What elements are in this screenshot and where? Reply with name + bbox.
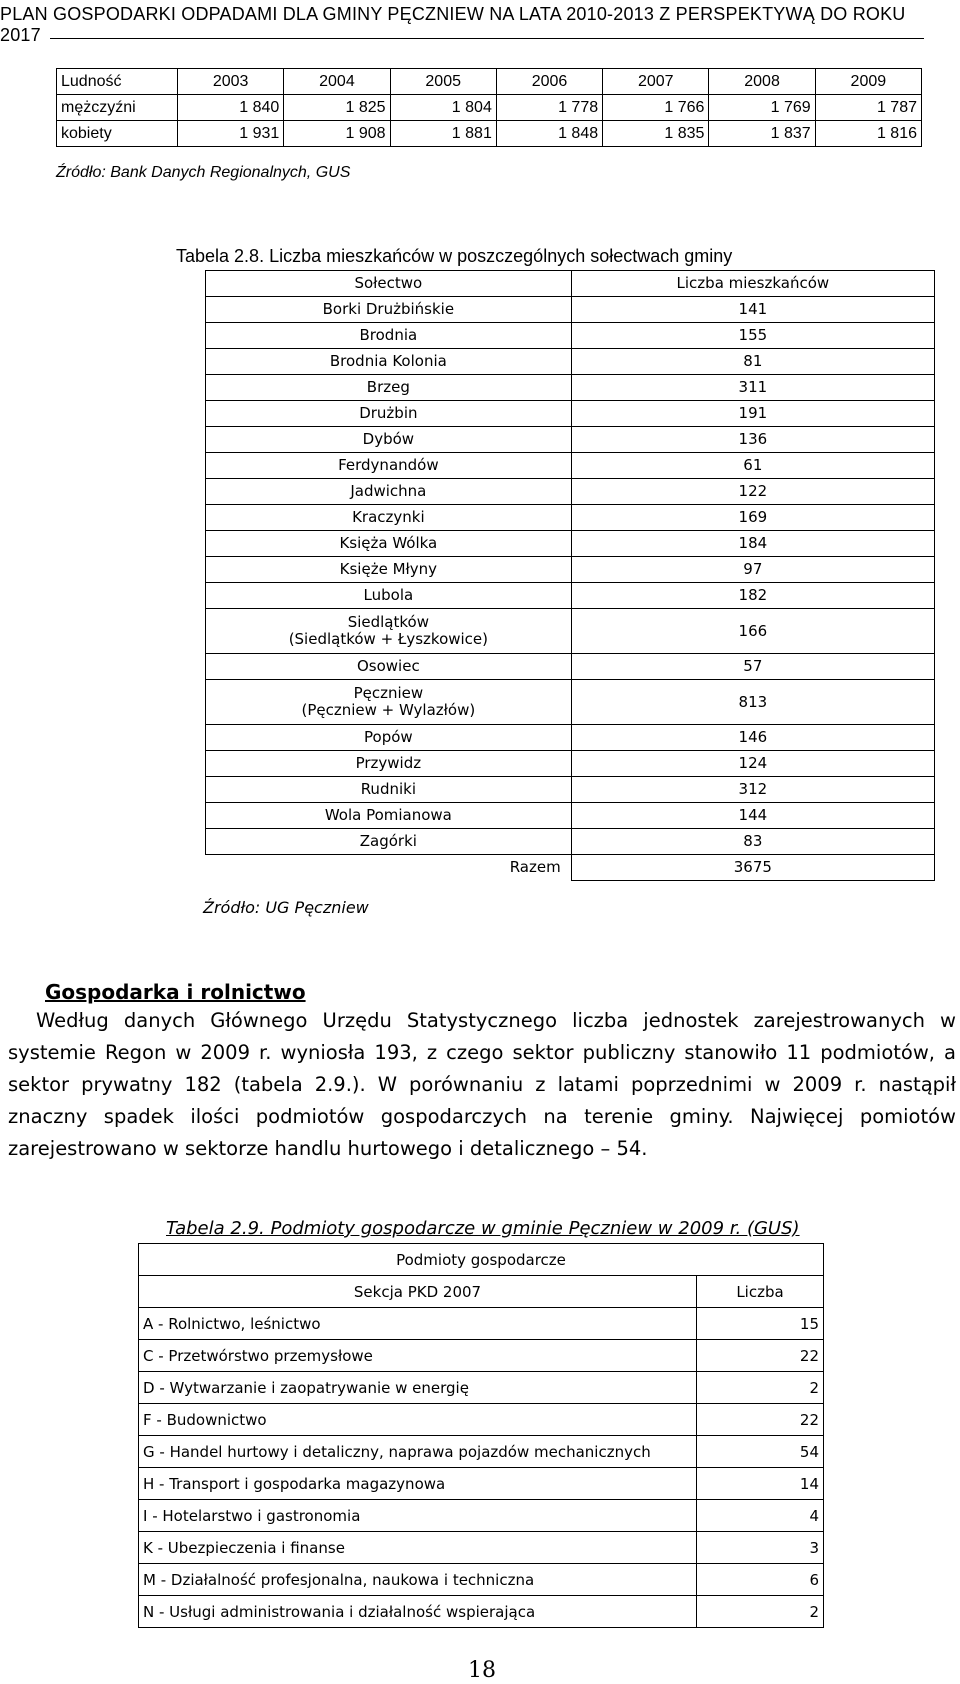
village-row bbox=[206, 654, 935, 680]
village-count: 184 bbox=[571, 531, 934, 557]
business-group-header-row bbox=[139, 1244, 824, 1276]
entity-count: 54 bbox=[697, 1436, 824, 1468]
village-row bbox=[206, 297, 935, 323]
population-value: 1 787 bbox=[815, 95, 921, 121]
section-title: Gospodarka i rolnictwo bbox=[45, 980, 306, 1004]
village-row bbox=[206, 349, 935, 375]
population-value: 1 837 bbox=[709, 121, 815, 147]
village-name: Księża Wólka bbox=[206, 531, 572, 557]
village-count: 813 bbox=[571, 680, 934, 725]
header-count: Liczba bbox=[697, 1276, 824, 1308]
village-row bbox=[206, 479, 935, 505]
village-count: 155 bbox=[571, 323, 934, 349]
village-name: Borki Drużbińskie bbox=[206, 297, 572, 323]
village-count: 141 bbox=[571, 297, 934, 323]
village-count: 169 bbox=[571, 505, 934, 531]
village-row bbox=[206, 583, 935, 609]
village-row bbox=[206, 680, 935, 725]
population-value: 1 825 bbox=[284, 95, 390, 121]
village-row bbox=[206, 427, 935, 453]
entity-count: 3 bbox=[697, 1532, 824, 1564]
business-row bbox=[139, 1468, 824, 1500]
pkd-section: I - Hotelarstwo i gastronomia bbox=[139, 1500, 697, 1532]
village-row bbox=[206, 401, 935, 427]
village-row bbox=[206, 609, 935, 654]
village-name: Wola Pomianowa bbox=[206, 803, 572, 829]
business-row bbox=[139, 1436, 824, 1468]
village-count: 83 bbox=[571, 829, 934, 855]
row-label: kobiety bbox=[57, 121, 178, 147]
village-count: 191 bbox=[571, 401, 934, 427]
village-row bbox=[206, 375, 935, 401]
population-value: 1 840 bbox=[178, 95, 284, 121]
village-row bbox=[206, 557, 935, 583]
village-count: 122 bbox=[571, 479, 934, 505]
village-count: 97 bbox=[571, 557, 934, 583]
village-count: 311 bbox=[571, 375, 934, 401]
business-column-header-row bbox=[139, 1276, 824, 1308]
page-number: 18 bbox=[468, 1658, 496, 1683]
entity-count: 6 bbox=[697, 1564, 824, 1596]
entity-count: 14 bbox=[697, 1468, 824, 1500]
pkd-section: N - Usługi administrowania i działalność wspierająca bbox=[139, 1596, 697, 1628]
village-name: Siedlątków (Siedlątków + Łyszkowice) bbox=[206, 609, 572, 654]
business-row bbox=[139, 1532, 824, 1564]
population-year: 2009 bbox=[815, 69, 921, 95]
header-liczba: Liczba mieszkańców bbox=[571, 271, 934, 297]
population-source: Źródło: Bank Danych Regionalnych, GUS bbox=[56, 164, 351, 181]
population-year: 2004 bbox=[284, 69, 390, 95]
village-table-header bbox=[206, 271, 935, 297]
header-solectwo: Sołectwo bbox=[206, 271, 572, 297]
village-row bbox=[206, 829, 935, 855]
population-value: 1 908 bbox=[284, 121, 390, 147]
village-row bbox=[206, 777, 935, 803]
village-name: Kraczynki bbox=[206, 505, 572, 531]
population-value: 1 848 bbox=[496, 121, 602, 147]
population-value: 1 931 bbox=[178, 121, 284, 147]
village-count: 81 bbox=[571, 349, 934, 375]
pkd-section: C - Przetwórstwo przemysłowe bbox=[139, 1340, 697, 1372]
village-name: Jadwichna bbox=[206, 479, 572, 505]
business-row bbox=[139, 1596, 824, 1628]
table-2-8-caption: Tabela 2.8. Liczba mieszkańców w poszczególnych sołectwach gminy bbox=[176, 246, 733, 266]
pkd-section: G - Handel hurtowy i detaliczny, naprawa pojazdów mechanicznych bbox=[139, 1436, 697, 1468]
population-year: 2007 bbox=[603, 69, 709, 95]
pkd-section: H - Transport i gospodarka magazynowa bbox=[139, 1468, 697, 1500]
pkd-section: A - Rolnictwo, leśnictwo bbox=[139, 1308, 697, 1340]
entity-count: 15 bbox=[697, 1308, 824, 1340]
pkd-section: D - Wytwarzanie i zaopatrywanie w energię bbox=[139, 1372, 697, 1404]
pkd-section: M - Działalność profesjonalna, naukowa i techniczna bbox=[139, 1564, 697, 1596]
entity-count: 22 bbox=[697, 1404, 824, 1436]
village-row bbox=[206, 531, 935, 557]
population-table bbox=[56, 68, 922, 147]
village-row bbox=[206, 453, 935, 479]
business-row bbox=[139, 1404, 824, 1436]
header-divider bbox=[50, 38, 924, 39]
header-sekcja: Sekcja PKD 2007 bbox=[139, 1276, 697, 1308]
village-name: Brzeg bbox=[206, 375, 572, 401]
business-row bbox=[139, 1308, 824, 1340]
population-value: 1 778 bbox=[496, 95, 602, 121]
village-name: Rudniki bbox=[206, 777, 572, 803]
village-count: 124 bbox=[571, 751, 934, 777]
village-name: Drużbin bbox=[206, 401, 572, 427]
village-row bbox=[206, 505, 935, 531]
village-count: 146 bbox=[571, 725, 934, 751]
village-population-table bbox=[205, 270, 935, 881]
village-row bbox=[206, 323, 935, 349]
population-value: 1 881 bbox=[390, 121, 496, 147]
pkd-section: F - Budownictwo bbox=[139, 1404, 697, 1436]
business-row bbox=[139, 1340, 824, 1372]
village-count: 136 bbox=[571, 427, 934, 453]
village-name: Brodnia Kolonia bbox=[206, 349, 572, 375]
population-year: 2005 bbox=[390, 69, 496, 95]
business-row bbox=[139, 1500, 824, 1532]
village-count: 182 bbox=[571, 583, 934, 609]
population-row-women bbox=[57, 121, 922, 147]
business-row bbox=[139, 1372, 824, 1404]
entity-count: 2 bbox=[697, 1372, 824, 1404]
village-row bbox=[206, 803, 935, 829]
population-year: 2008 bbox=[709, 69, 815, 95]
entity-count: 4 bbox=[697, 1500, 824, 1532]
population-header-row bbox=[57, 69, 922, 95]
population-value: 1 769 bbox=[709, 95, 815, 121]
village-table-source: Źródło: UG Pęczniew bbox=[203, 898, 369, 917]
village-name: Pęczniew (Pęczniew + Wylazłów) bbox=[206, 680, 572, 725]
village-row bbox=[206, 725, 935, 751]
village-total-row bbox=[206, 855, 935, 881]
village-count: 312 bbox=[571, 777, 934, 803]
village-count: 61 bbox=[571, 453, 934, 479]
village-name: Brodnia bbox=[206, 323, 572, 349]
document-title: PLAN GOSPODARKI ODPADAMI DLA GMINY PĘCZNIEW NA LATA 2010-2013 Z PERSPEKTYWĄ DO ROKU 2017 bbox=[0, 4, 906, 45]
total-label: Razem bbox=[509, 858, 561, 877]
page-header bbox=[0, 0, 960, 45]
village-name: Przywidz bbox=[206, 751, 572, 777]
section-paragraph: Według danych Głównego Urzędu Statystycznego liczba jednostek zarejestrowanych w systemie Regon w 2009 r. wyniosła 193, z czego sektor publiczny stanowiło 11 podmiotów, a sektor prywatny 182 (tabela 2.9.). W porównaniu z latami poprzednimi w 2009 r. nastąpił znaczny spadek ilości podmiotów gospodarczych na terenie gminy. Najwięcej pomiotów zarejestrowano w sektorze handlu hurtowego i detalicznego – 54. bbox=[8, 1009, 956, 1160]
business-entities-table bbox=[138, 1243, 824, 1628]
village-row bbox=[206, 751, 935, 777]
village-name: Osowiec bbox=[206, 654, 572, 680]
population-header-cell: Ludność bbox=[57, 69, 178, 95]
village-count: 57 bbox=[571, 654, 934, 680]
population-value: 1 766 bbox=[603, 95, 709, 121]
population-year: 2006 bbox=[496, 69, 602, 95]
village-count: 166 bbox=[571, 609, 934, 654]
row-label: mężczyźni bbox=[57, 95, 178, 121]
pkd-section: K - Ubezpieczenia i finanse bbox=[139, 1532, 697, 1564]
entity-count: 2 bbox=[697, 1596, 824, 1628]
total-value: 3675 bbox=[571, 855, 934, 881]
business-row bbox=[139, 1564, 824, 1596]
population-row-men bbox=[57, 95, 922, 121]
group-header: Podmioty gospodarcze bbox=[139, 1244, 824, 1276]
village-name: Zagórki bbox=[206, 829, 572, 855]
village-name: Księże Młyny bbox=[206, 557, 572, 583]
population-value: 1 816 bbox=[815, 121, 921, 147]
village-name: Ferdynandów bbox=[206, 453, 572, 479]
village-count: 144 bbox=[571, 803, 934, 829]
village-name: Lubola bbox=[206, 583, 572, 609]
entity-count: 22 bbox=[697, 1340, 824, 1372]
population-value: 1 804 bbox=[390, 95, 496, 121]
population-value: 1 835 bbox=[603, 121, 709, 147]
table-2-9-caption: Tabela 2.9. Podmioty gospodarcze w gminie Pęczniew w 2009 r. (GUS) bbox=[166, 1218, 800, 1239]
village-name: Popów bbox=[206, 725, 572, 751]
village-name: Dybów bbox=[206, 427, 572, 453]
population-year: 2003 bbox=[178, 69, 284, 95]
